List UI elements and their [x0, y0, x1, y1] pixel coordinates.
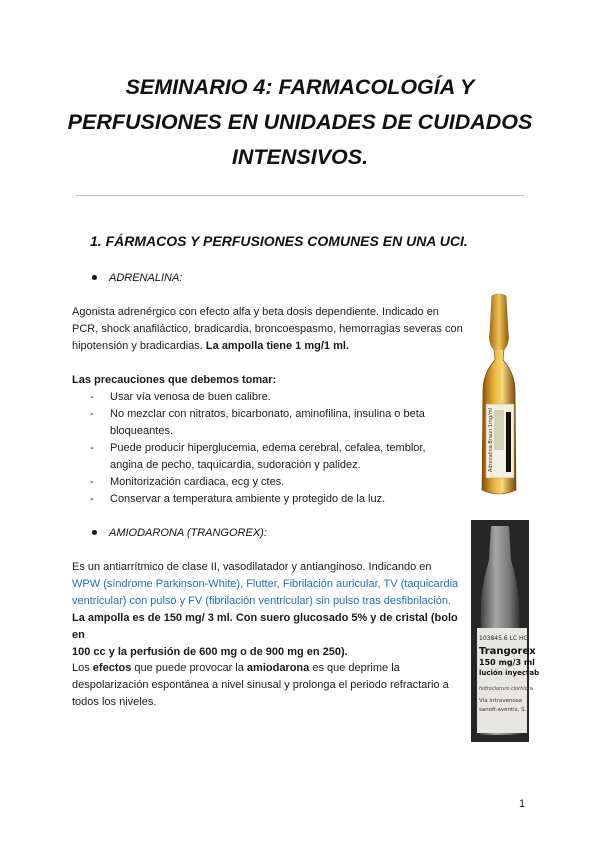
adrenalina-description [72, 304, 472, 355]
amiodarona-indications-line-1: WPW (síndrome Parkinson-White), Flutter, Fibrilación auricular, TV (taquicardia [72, 578, 459, 590]
adrenalina-dose: La ampolla tiene 1 mg/1 ml. [205, 340, 349, 352]
adrenalina-precautions [72, 372, 472, 508]
amiodarona-bold: amiodarona [246, 662, 310, 674]
adrenalina-desc-line-3 [72, 338, 472, 355]
page-number: 1 [519, 798, 526, 810]
bullet-amiodarona [92, 527, 267, 539]
effects-text: Los [72, 662, 93, 674]
list-item: - Conservar a temperatura ambiente y protegido de la luz. [72, 491, 472, 508]
adrenalina-desc-line-1: Agonista adrenérgico con efecto alfa y beta dosis dependiente. Indicado en [72, 306, 439, 318]
ampoule2-compound-text: hidrocloruro clorhidra [479, 686, 534, 692]
amiodarona-description [72, 559, 472, 661]
document-title [60, 70, 540, 175]
ampoule2-dose-text: 150 mg/3 ml [479, 658, 535, 667]
ampoule1-label-text: Adrenalina Braun 1mg/ml [488, 407, 494, 472]
effects-line-3: todos los niveles. [72, 696, 157, 708]
effects-line-2: despolarización espontánea a nivel sinusal y prolonga el periodo refractario a [72, 679, 449, 691]
amiodarona-dose-line-1: La ampolla es de 150 mg/ 3 ml. Con suero glucosado 5% y de cristal (bolo en [72, 612, 458, 641]
list-item-continuation [72, 423, 472, 440]
bullet-dot-icon [92, 530, 97, 535]
ampoule2-route-text: Vía intravenosa [479, 698, 522, 704]
bullet-adrenalina [92, 272, 182, 284]
amiodarona-indications-line-2: ventricular) con pulso y FV (fibrilación ventricular) sin pulso tras desfibrilación. [72, 595, 452, 607]
title-divider [76, 195, 524, 196]
list-item-continuation-text: angina de pecho, taquicardia, sudoración y palidez. [110, 459, 361, 471]
adrenalina-desc-line-2: PCR, shock anafiláctico, bradicardia, broncoespasmo, hemorragias severas con [72, 323, 463, 335]
bullet-amiodarona-label: AMIODARONA (TRANGOREX): [109, 527, 267, 539]
precautions-list [72, 389, 472, 508]
amiodarona-effects [72, 660, 472, 711]
amiodarona-dose-line-2: 100 cc y la perfusión de 600 mg o de 900 mg en 250). [72, 646, 348, 658]
ampoule2-illustration [471, 520, 540, 742]
ampoule-illustration [470, 292, 528, 502]
bullet-adrenalina-label: ADRENALINA: [109, 272, 183, 284]
effects-text: es que deprime la [309, 662, 400, 674]
ampoule2-brand-text: Trangorex [479, 646, 536, 657]
list-item: - No mezclar con nitratos, bicarbonato, aminofilina, insulina o beta [72, 406, 472, 423]
ampoule2-lot-text: 103845.6 LC HG [479, 635, 529, 642]
effects-text: que puede provocar la [131, 662, 247, 674]
adrenalina-ampoule-image [470, 292, 528, 502]
trangorex-ampoule-image [471, 520, 540, 742]
section-heading-1: 1. FÁRMACOS Y PERFUSIONES COMUNES EN UNA UCI. [90, 233, 468, 249]
ampoule2-maker-text: sanofi-aventis, S. [479, 707, 527, 713]
list-item: - Monitorización cardiaca, ecg y ctes. [72, 474, 472, 491]
effects-line-1 [72, 660, 472, 677]
list-item-continuation-text: bloqueantes. [110, 425, 173, 437]
list-item-continuation [72, 457, 472, 474]
bullet-dot-icon [92, 275, 97, 280]
adrenalina-desc-line-3-text: hipotensión y bradicardias. [72, 340, 206, 352]
amiodarona-desc-line-1: Es un antiarrítmico de clase II, vasodilatador y antianginoso. Indicando en [72, 561, 432, 573]
precautions-title: Las precauciones que debemos tomar: [72, 374, 277, 386]
list-item: - Puede producir hiperglucemia, edema cerebral, cefalea, temblor, [72, 440, 472, 457]
list-item: - Usar vía venosa de buen calibre. [72, 389, 472, 406]
title-line-2: PERFUSIONES EN UNIDADES DE CUIDADOS [67, 110, 533, 134]
title-line-1: SEMINARIO 4: FARMACOLOGÍA Y [125, 75, 475, 99]
ampoule2-solution-text: lución inyectab [479, 669, 540, 677]
effects-bold: efectos [92, 662, 132, 674]
title-line-3: INTENSIVOS. [231, 145, 369, 169]
